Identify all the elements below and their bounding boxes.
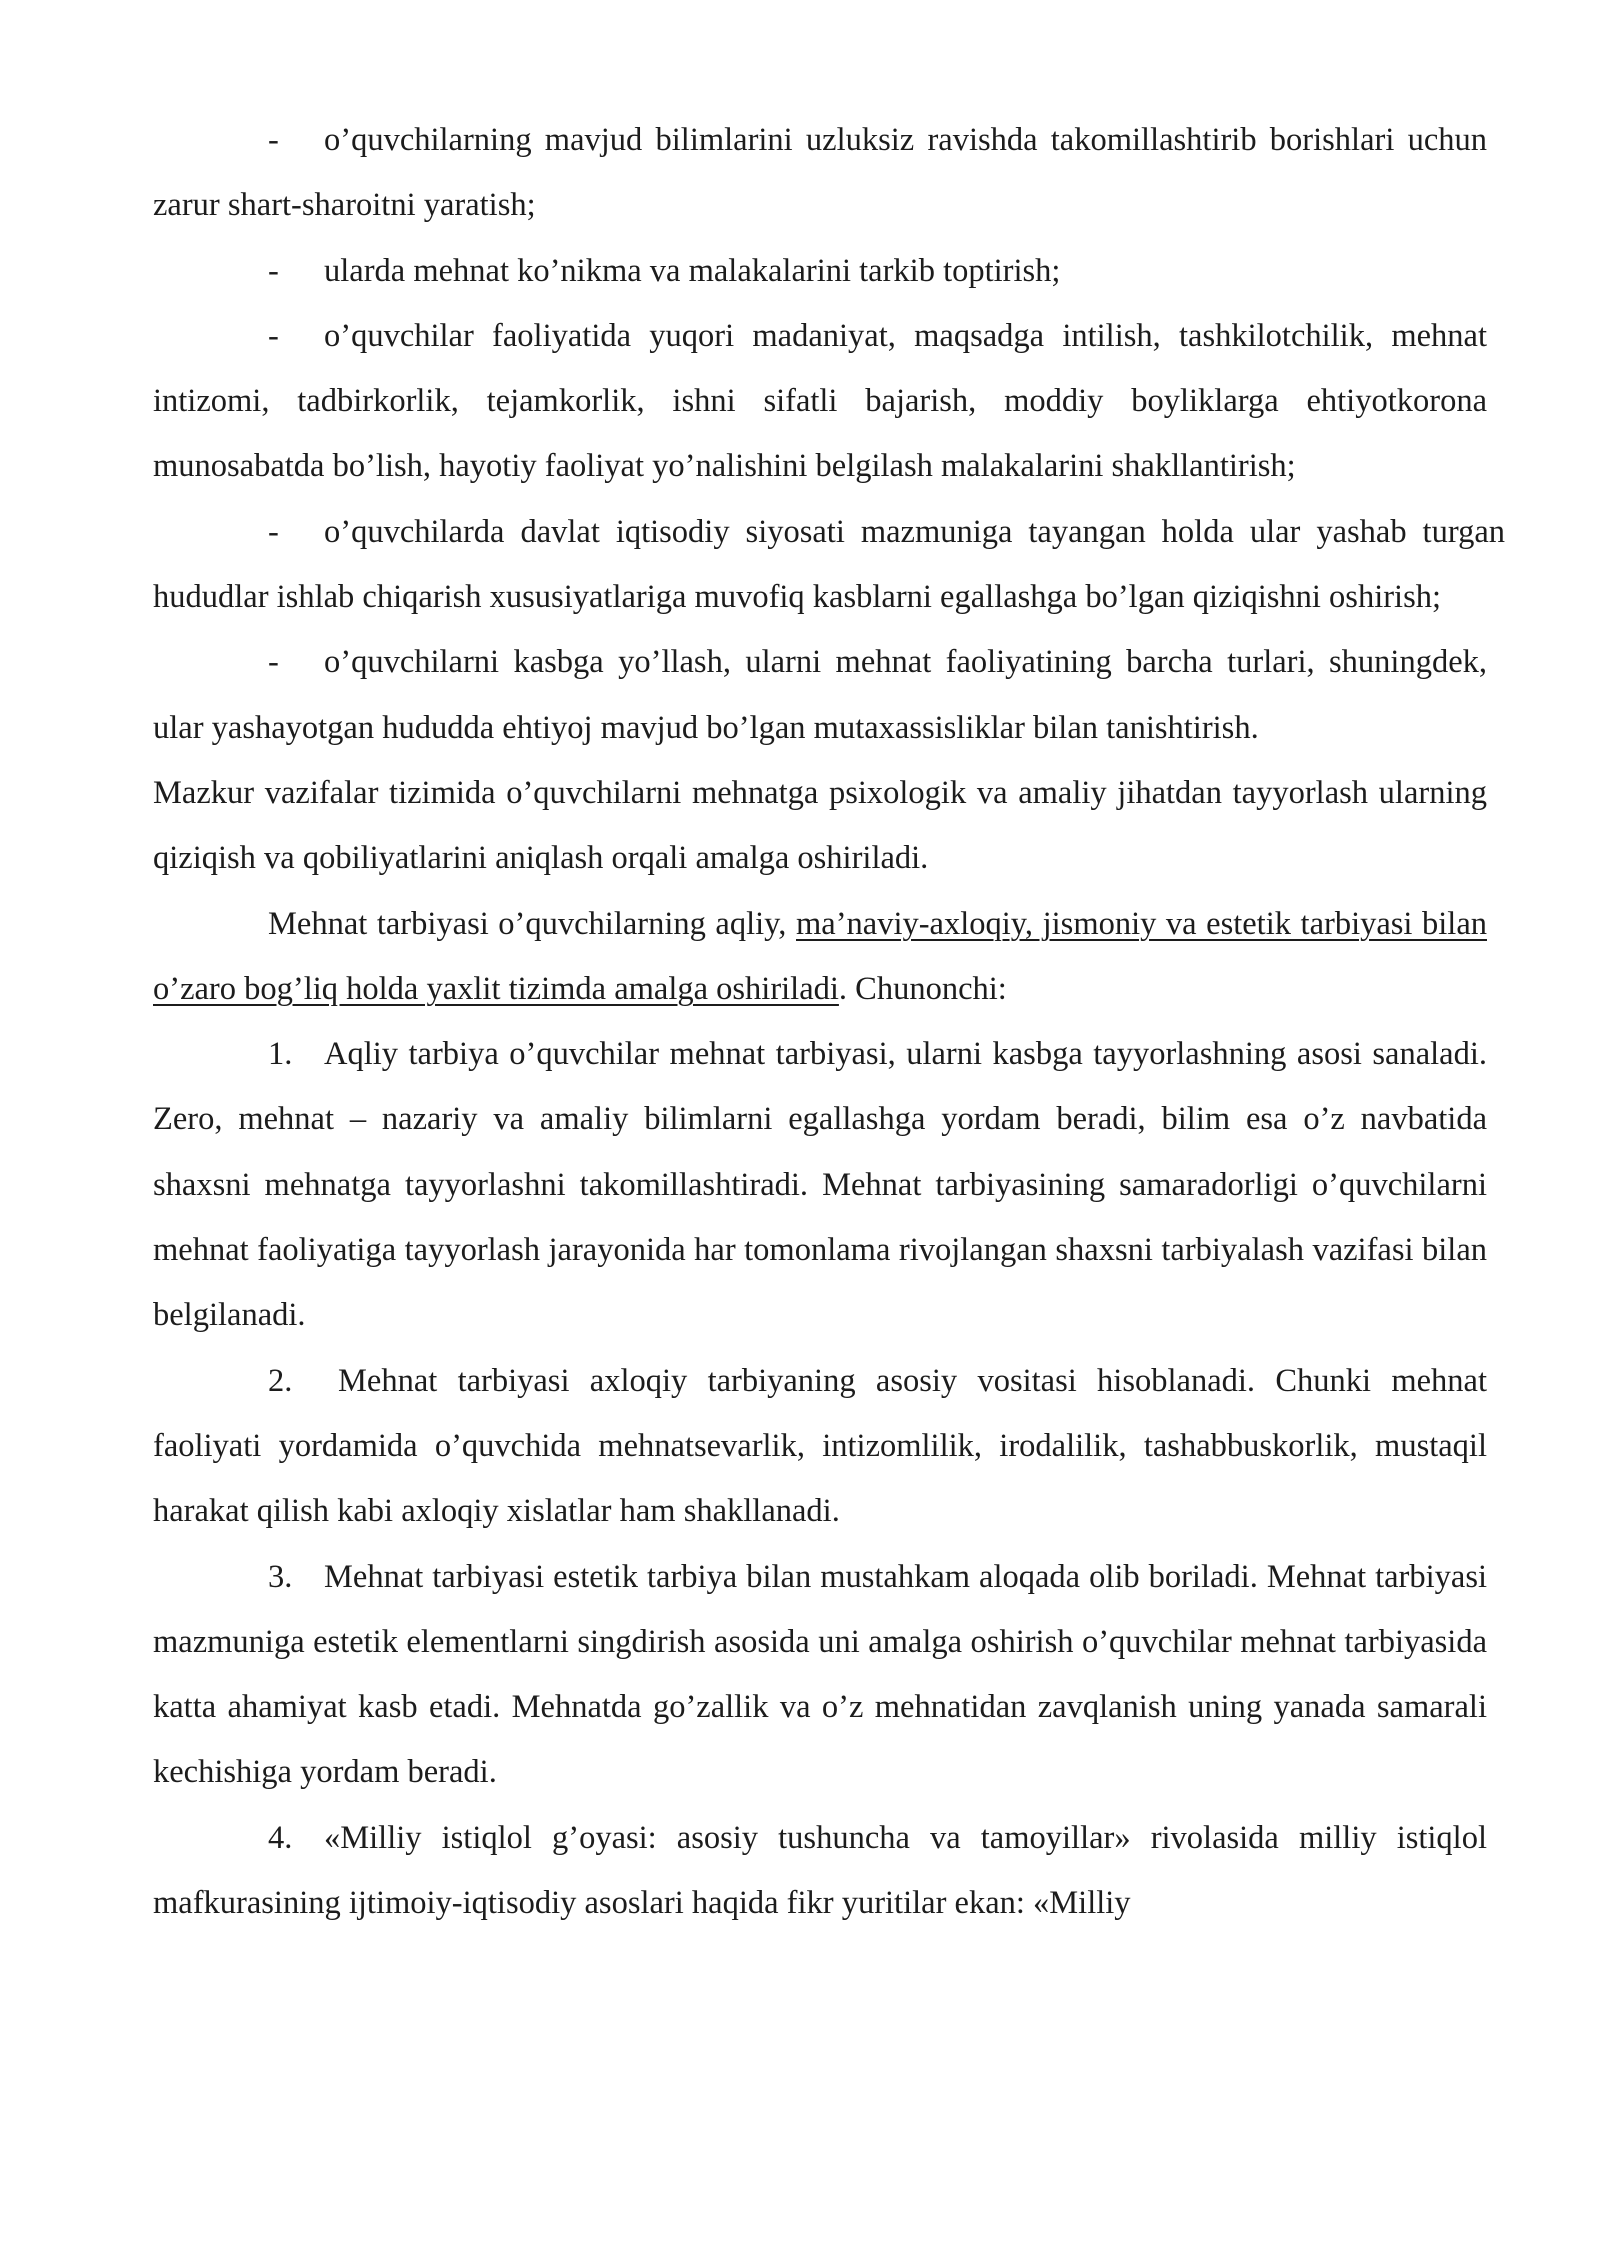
numbered-item-1 (153, 1022, 1487, 1348)
bullet-item-3 (153, 304, 1487, 500)
numbered-item-2 (153, 1349, 1487, 1545)
numbered-text: Mehnat tarbiyasi axloqiy tarbiyaning asosiy vositasi hisoblanadi. Chunki mehnat faoliyati yordamida o’quvchida mehnatsevarlik, intizomlilik, irodalilik, tashabbuskorlik, mustaqil harakat qilish kabi axloqiy xislatlar ham shakllanadi. (153, 1362, 1487, 1530)
bullet-item-1 (153, 108, 1487, 239)
number-marker: 4. (268, 1819, 293, 1856)
bullet-text: o’quvchilar faoliyatida yuqori madaniyat, maqsadga intilish, tashkilotchilik, mehnat intizomi, tadbirkorlik, tejamkorlik, ishni sifatli bajarish, moddiy boyliklarga ehtiyotkorona munosabatda bo’lish, hayotiy faoliyat yo’nalishini belgilash malakalarini shakllantirish; (153, 317, 1487, 485)
summary-paragraph: Mazkur vazifalar tizimida o’quvchilarni mehnatga psixologik va amaliy jihatdan tayyorlash ularning qiziqish va qobiliyatlarini aniqlash orqali amalga oshiriladi. (153, 774, 1487, 877)
number-marker: 1. (268, 1036, 293, 1073)
bullet-item-5 (153, 630, 1487, 761)
intro-text: Mehnat tarbiyasi o’quvchilarning aqliy, (268, 905, 796, 942)
document-page (153, 108, 1505, 1936)
bullet-text: o’quvchilarda davlat iqtisodiy siyosati mazmuniga tayangan holda ular yashab turgan hududlar ishlab chiqarish xususiyatlariga muvofiq kasblarni egallashga bo’lgan qiziqishni oshirish; (153, 513, 1505, 616)
bullet-text: ularda mehnat ko’nikma va malakalarini tarkib toptirish; (324, 252, 1061, 289)
intro-tail: . Chunonchi: (838, 970, 1007, 1007)
bullet-text: o’quvchilarni kasbga yo’llash, ularni mehnat faoliyatining barcha turlari, shuningdek, ular yashayotgan hududda ehtiyoj mavjud bo’lgan mutaxassisliklar bilan tanishtirish. (153, 644, 1487, 746)
dash-marker: - (268, 252, 279, 289)
bullet-text: o’quvchilarning mavjud bilimlarini uzluksiz ravishda takomillashtirib borishlari uchun zarur shart-sharoitni yaratish; (153, 122, 1487, 224)
numbered-item-4 (153, 1806, 1487, 1937)
bullet-item-2 (153, 239, 1487, 304)
dash-marker: - (268, 513, 279, 550)
underlined-phrase: ma’naviy-axloqiy, jismoniy va estetik tarbiyasi bilan o’zaro bog’liq holda yaxlit tizimda amalga oshiriladi (153, 905, 1487, 1007)
numbered-text: Aqliy tarbiya o’quvchilar mehnat tarbiyasi, ularni kasbga tayyorlashning asosi sanaladi. Zero, mehnat – nazariy va amaliy bilimlarni egallashga yordam beradi, bilim esa o’z navbatida shaxsni mehnatga tayyorlashni takomillashtiradi. Mehnat tarbiyasining samaradorligi o’quvchilarni mehnat faoliyatiga tayyorlash jarayonida har tomonlama rivojlangan shaxsni tarbiyalash vazifasi bilan belgilanadi. (153, 1036, 1487, 1334)
dash-marker: - (268, 644, 279, 681)
intro-paragraph (153, 892, 1487, 1023)
numbered-text: Mehnat tarbiyasi estetik tarbiya bilan mustahkam aloqada olib boriladi. Mehnat tarbiyasi mazmuniga estetik elementlarni singdirish asosida uni amalga oshirish o’quvchilar mehnat tarbiyasida katta ahamiyat kasb etadi. Mehnatda go’zallik va o’z mehnatidan zavqlanish uning yanada samarali kechishiga yordam beradi. (153, 1558, 1487, 1791)
number-marker: 2. (268, 1362, 293, 1399)
number-marker: 3. (268, 1558, 293, 1595)
dash-marker: - (268, 317, 279, 354)
numbered-text: «Milliy istiqlol g’oyasi: asosiy tushuncha va tamoyillar» rivolasida milliy istiqlol mafkurasining ijtimoiy-iqtisodiy asoslari haqida fikr yuritilar ekan: «Milliy (153, 1819, 1487, 1922)
numbered-item-3 (153, 1545, 1487, 1806)
dash-marker: - (268, 122, 279, 158)
bullet-item-4 (153, 500, 1505, 631)
